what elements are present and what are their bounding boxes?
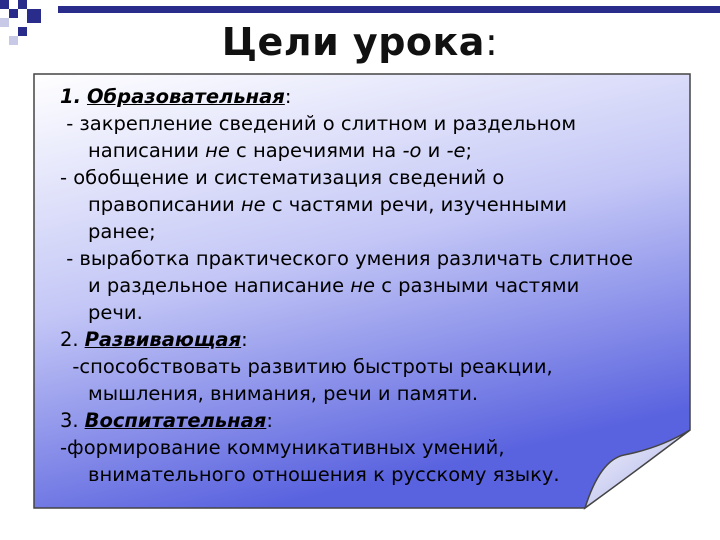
goal-item: -способствовать развитию быстроты реакции, — [60, 355, 553, 378]
goal-item: - обобщение и систематизация сведений о — [60, 166, 505, 189]
goal-heading: 3. Воспитательная: — [60, 409, 273, 432]
italic-word: не — [350, 274, 376, 297]
goal-item-continuation: ранее; — [88, 220, 156, 243]
italic-word: не — [205, 139, 230, 162]
italic-word: -о — [402, 139, 422, 162]
goal-item: - выработка практического умения различать слитное — [60, 247, 633, 270]
goal-item: -формирование коммуникативных умений, — [60, 436, 505, 459]
italic-word: -е — [446, 139, 466, 162]
goal-heading: 2. Развивающая: — [60, 328, 248, 351]
italic-word: не — [240, 193, 266, 216]
page-title: Цели урока: — [221, 20, 499, 64]
goal-item-continuation: правописании не с частями речи, изученными — [88, 193, 567, 216]
goal-item-continuation: речи. — [88, 301, 143, 324]
goal-item-continuation: мышления, внимания, речи и памяти. — [88, 382, 479, 405]
goal-item-continuation: внимательного отношения к русскому языку. — [88, 463, 560, 486]
goal-heading: 1. Образовательная: — [60, 85, 292, 108]
goal-item-continuation: написании не с наречиями на -о и -е; — [88, 139, 473, 162]
goal-item-continuation: и раздельное написание не с разными частями — [88, 274, 580, 297]
goal-item: - закрепление сведений о слитном и раздельном — [60, 112, 577, 135]
lesson-goals-content — [60, 83, 690, 488]
